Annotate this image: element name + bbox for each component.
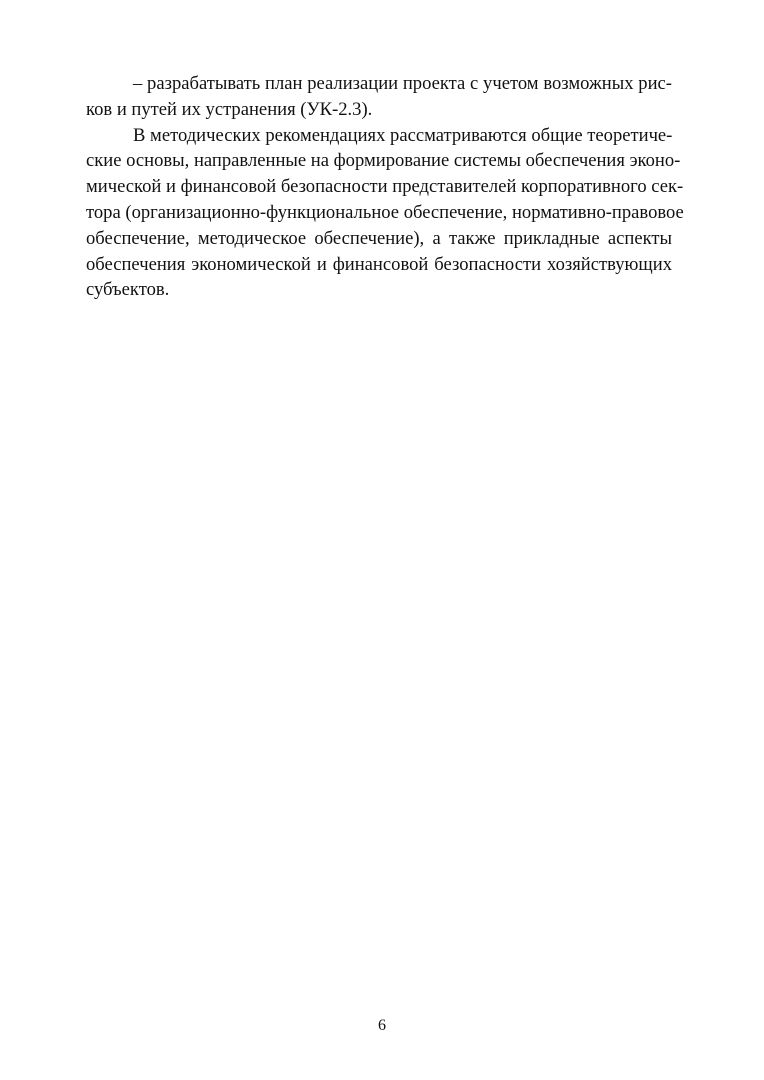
text-line: обеспечение, методическое обеспечение), а также прикладные аспекты [86, 227, 672, 249]
text-line: обеспечения экономической и финансовой безопасности хозяйствующих [86, 253, 672, 275]
paragraph-recommendations [86, 123, 684, 304]
text-line: тора (организационно-функциональное обеспечение, нормативно-правовое [86, 201, 684, 223]
text-line: ков и путей их устранения (УК-2.3). [86, 98, 373, 120]
text-line: субъектов. [86, 279, 170, 301]
page-number: 6 [378, 1017, 386, 1034]
body-text [86, 71, 684, 303]
text-line: В методических рекомендациях рассматриваются общие теоретиче- [133, 124, 673, 146]
text-line: – разрабатывать план реализации проекта с учетом возможных рис- [133, 73, 672, 94]
text-line: ские основы, направленные на формирование системы обеспечения эконо- [86, 150, 681, 172]
paragraph-competency-item [86, 71, 672, 123]
text-line: мической и финансовой безопасности представителей корпоративного сек- [86, 176, 684, 198]
